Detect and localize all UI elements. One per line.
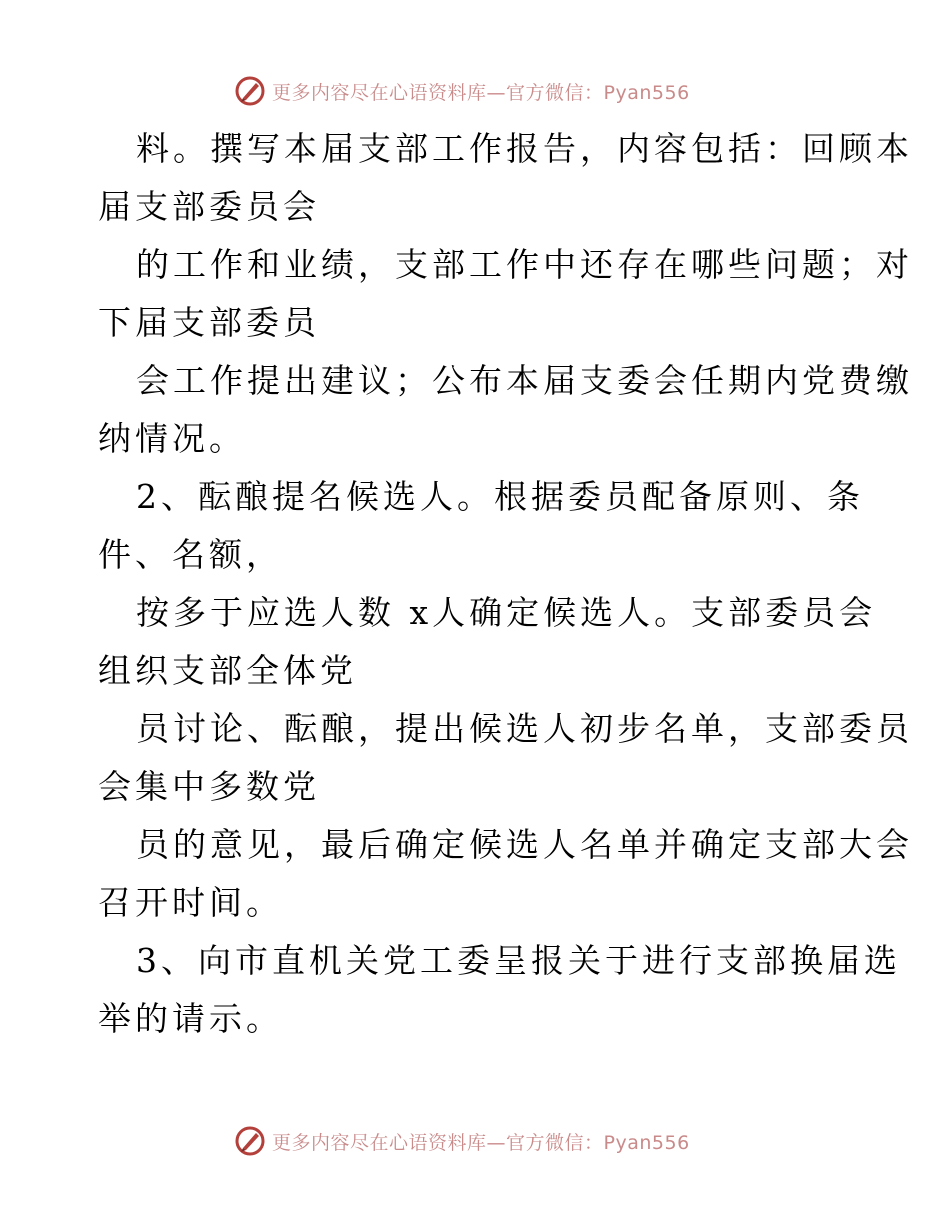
text-line: 员的意见，最后确定候选人名单并确定支部大会	[136, 825, 913, 864]
watermark-text: 更多内容尽在心语资料库—官方微信：Pyan556	[272, 81, 690, 104]
text-line: 料。撰写本届支部工作报告，内容包括：回顾本	[136, 129, 913, 168]
text-line: 届支部委员会	[98, 187, 320, 226]
text-line: 纳情况。	[98, 419, 246, 458]
text-line: 组织支部全体党	[98, 651, 357, 690]
text-line: 3、向市直机关党工委呈报关于进行支部换届选	[136, 941, 901, 980]
pen-logo-icon	[234, 75, 266, 107]
text-line: 会工作提出建议；公布本届支委会任期内党费缴	[136, 361, 913, 400]
text-line: 件、名额，	[98, 535, 283, 574]
document-body	[98, 120, 913, 1048]
watermark-text: 更多内容尽在心语资料库—官方微信：Pyan556	[272, 1131, 690, 1154]
text-line: 会集中多数党	[98, 767, 320, 806]
text-line: 按多于应选人数 x人确定候选人。支部委员会	[136, 593, 877, 632]
text-line: 召开时间。	[98, 883, 283, 922]
text-line: 的工作和业绩，支部工作中还存在哪些问题；对	[136, 245, 913, 284]
pen-logo-icon	[234, 1125, 266, 1157]
text-line: 下届支部委员	[98, 303, 320, 342]
header-watermark	[234, 74, 690, 108]
text-line: 员讨论、酝酿，提出候选人初步名单，支部委员	[136, 709, 913, 748]
text-line: 2、酝酿提名候选人。根据委员配备原则、条	[136, 477, 864, 516]
footer-watermark	[234, 1124, 690, 1158]
text-line: 举的请示。	[98, 999, 283, 1038]
